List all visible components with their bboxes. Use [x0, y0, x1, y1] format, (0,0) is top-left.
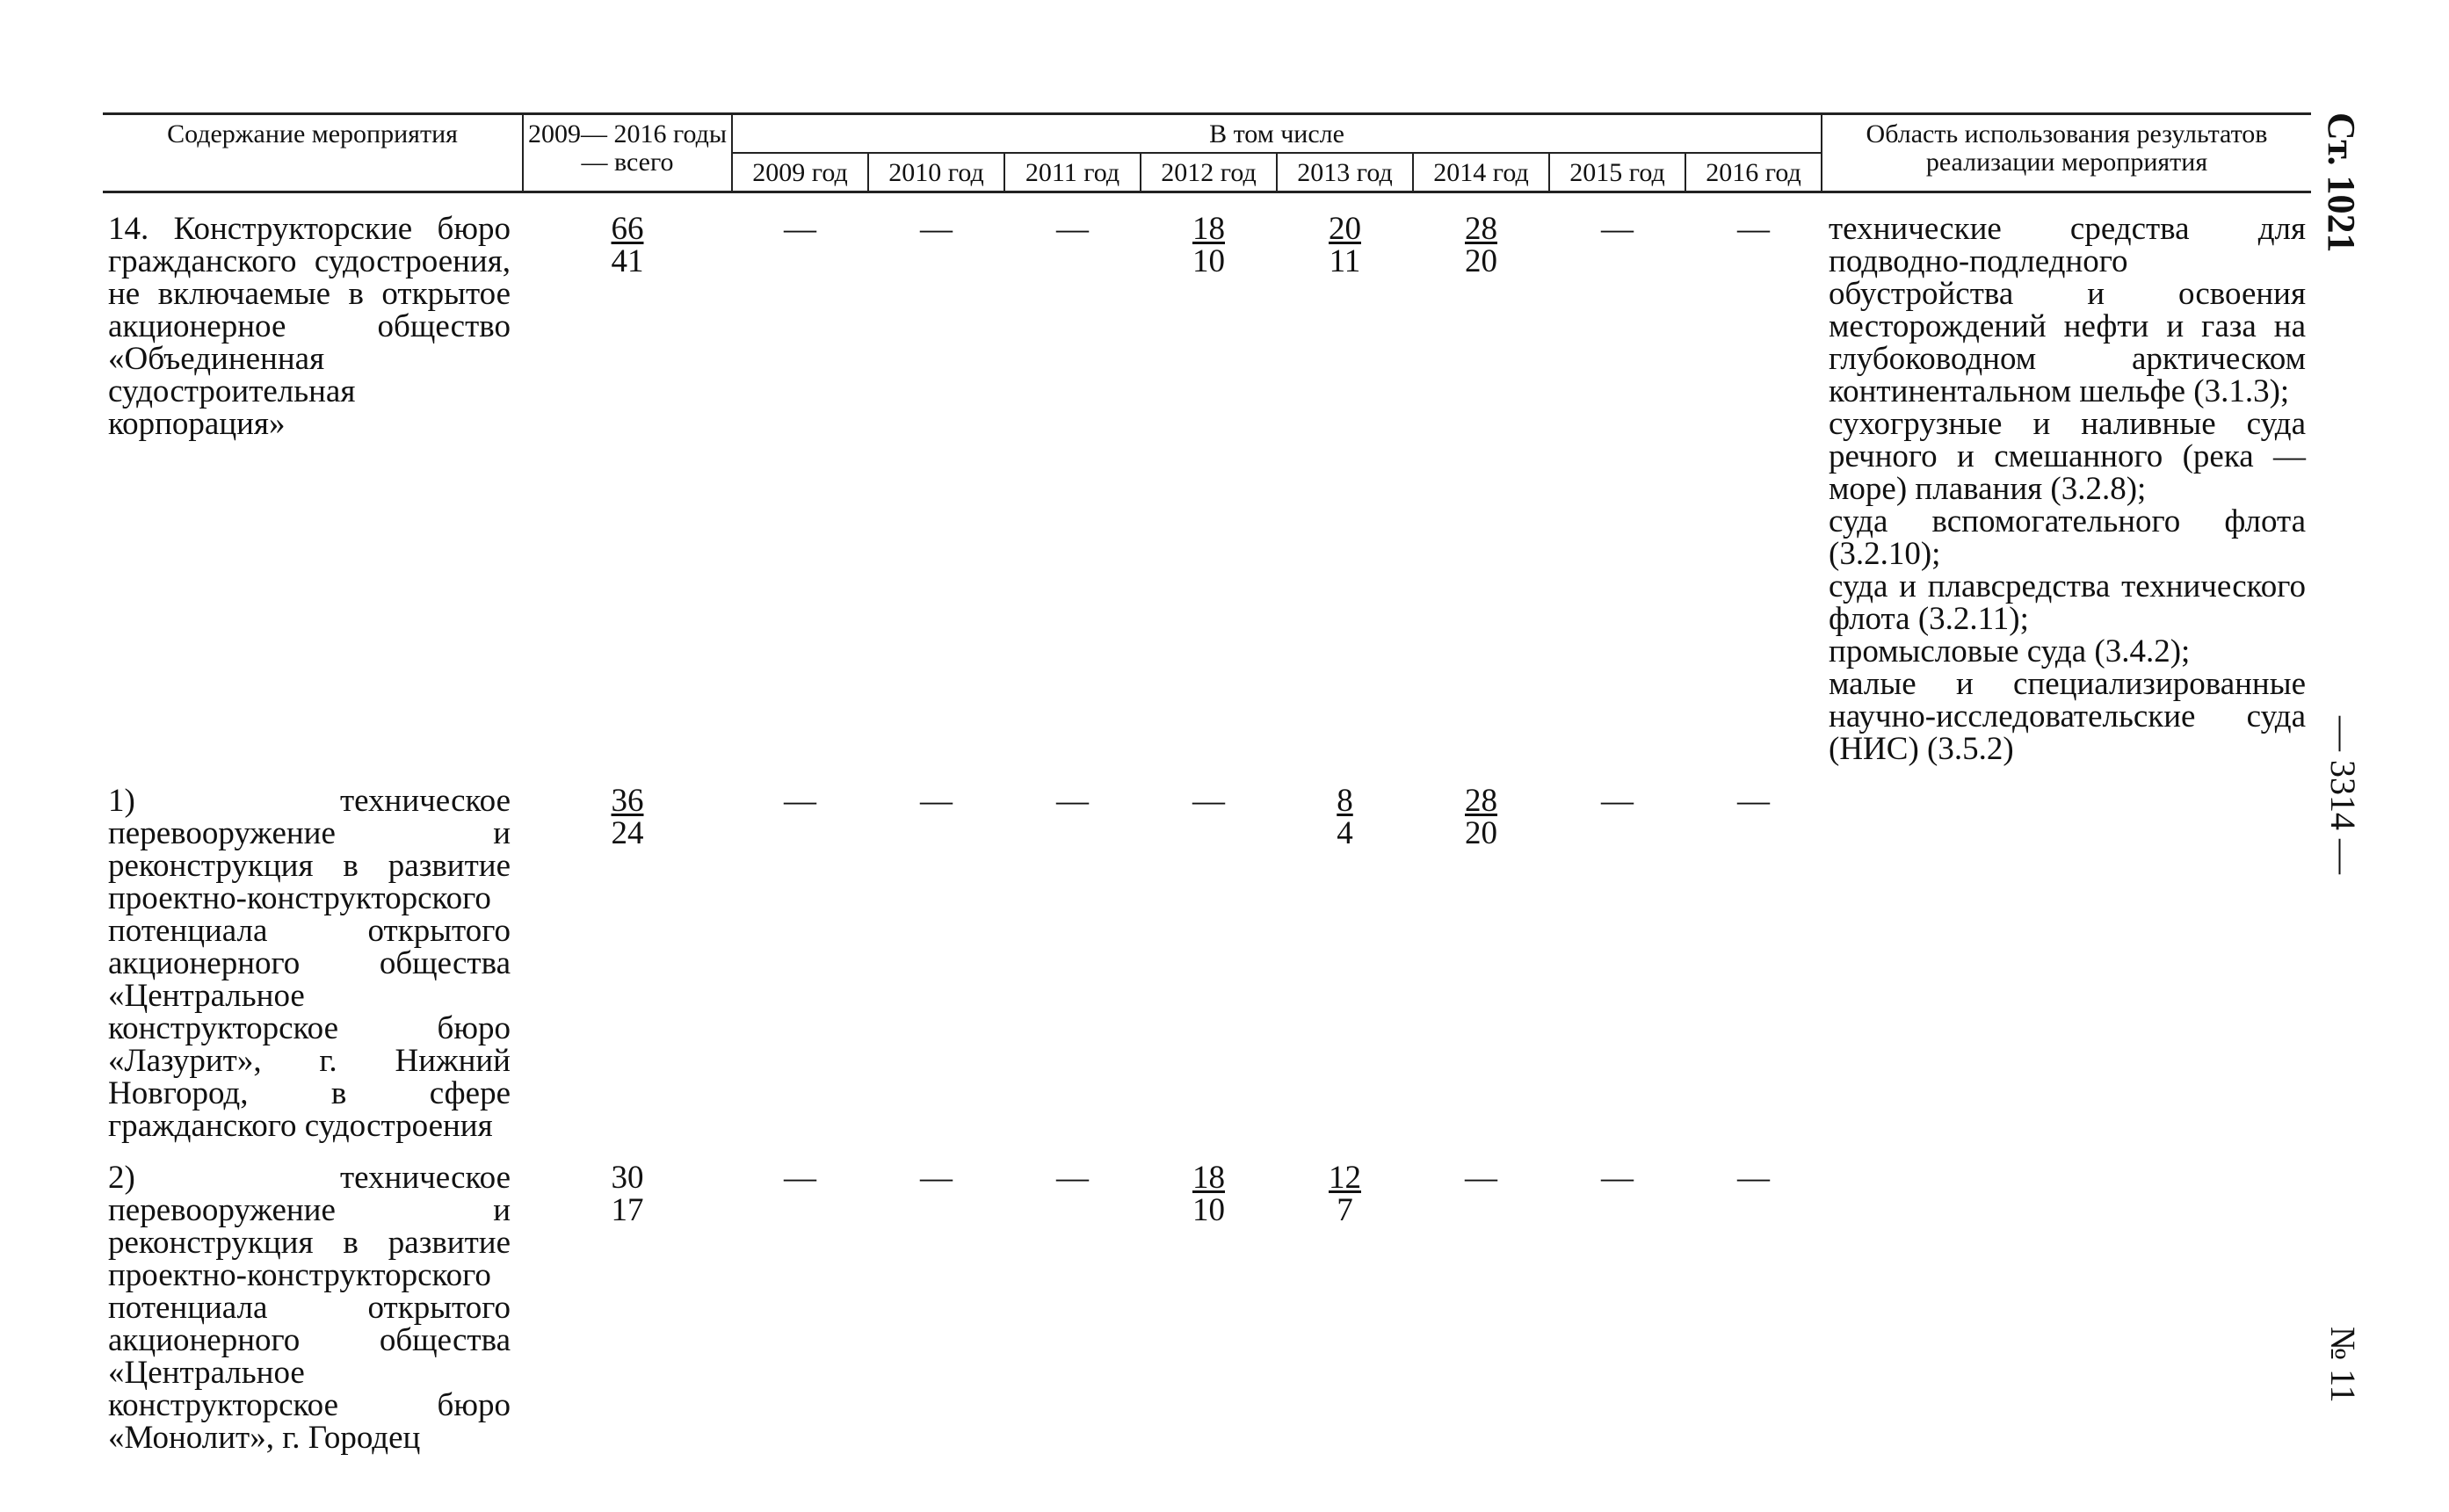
dash-mark: —: [784, 783, 816, 819]
year-empty: [1004, 213, 1141, 765]
year-empty: [868, 785, 1004, 1142]
value-top: 18: [1192, 211, 1225, 247]
value-fraction: [612, 1161, 644, 1226]
dash-mark: —: [920, 211, 953, 247]
value-bottom: 7: [1337, 1192, 1353, 1228]
header-year: 2014 год: [1413, 153, 1549, 192]
year-value: [1413, 785, 1549, 1142]
year-empty: [1685, 785, 1822, 1142]
value-bottom: 17: [611, 1192, 644, 1228]
value-top: 66: [611, 211, 644, 247]
row-description: 2) техническое перевооружение и реконструкция в развитие проектно-конструкторского потенциала открытого акционерного общества «Центральное конструкторское бюро «Монолит», г. Городец: [108, 1160, 511, 1456]
header-content: Содержание мероприятия: [103, 114, 523, 192]
dash-mark: —: [1737, 783, 1770, 819]
table-body: [103, 192, 2311, 1474]
year-value: [1141, 213, 1277, 765]
value-fraction: [612, 213, 644, 278]
year-empty: [1549, 213, 1685, 765]
year-empty: [1004, 1161, 1141, 1454]
header-year: 2009 год: [732, 153, 868, 192]
year-empty: [1413, 1161, 1549, 1454]
page-number: — 3314 —: [2323, 716, 2363, 874]
table-header: [103, 114, 2311, 192]
year-value: [1277, 213, 1413, 765]
dash-mark: —: [1737, 211, 1770, 247]
year-value: [1413, 213, 1549, 765]
value-fraction: [1465, 785, 1497, 850]
row-total: [523, 785, 732, 1142]
dash-mark: —: [1056, 1160, 1089, 1196]
row-description: 1) техническое перевооружение и реконструкция в развитие проектно-конструкторского потенциала открытого акционерного общества «Центральное конструкторское бюро «Лазурит», г. Нижний Новгород, в сфере гражданского судостроения: [108, 783, 511, 1144]
value-fraction: [1465, 213, 1497, 278]
header-year: 2013 год: [1277, 153, 1413, 192]
value-bottom: 10: [1192, 1192, 1225, 1228]
row-area: [1822, 785, 2311, 1142]
value-top: 18: [1192, 1160, 1225, 1196]
table-row: [103, 785, 2311, 1142]
header-year: 2012 год: [1141, 153, 1277, 192]
dash-mark: —: [1601, 211, 1634, 247]
value-bottom: 11: [1329, 243, 1361, 279]
dash-mark: —: [1056, 783, 1089, 819]
year-empty: [732, 1161, 868, 1454]
row-total: [523, 1161, 732, 1454]
dash-mark: —: [920, 1160, 953, 1196]
value-bottom: 24: [611, 815, 644, 851]
year-value: [1277, 785, 1413, 1142]
header-area: Область использования результатов реализации мероприятия: [1822, 114, 2311, 192]
table-row: [103, 213, 2311, 765]
value-top: 28: [1465, 783, 1497, 819]
value-top: 36: [611, 783, 644, 819]
header-year: 2010 год: [868, 153, 1004, 192]
value-fraction: [1329, 1161, 1361, 1226]
dash-mark: —: [1465, 1160, 1497, 1196]
header-year: 2016 год: [1685, 153, 1822, 192]
dash-mark: —: [784, 211, 816, 247]
row-area: [1822, 213, 2311, 765]
area-item: суда вспомогательного флота (3.2.10);: [1829, 503, 2307, 572]
value-fraction: [1329, 213, 1361, 278]
value-fraction: [1192, 1161, 1225, 1226]
header-group: В том числе: [732, 114, 1822, 154]
table-row: [103, 1161, 2311, 1454]
value-bottom: 41: [611, 243, 644, 279]
issue-number: № 11: [2323, 1327, 2363, 1403]
page-reference: Ст. 1021: [2320, 112, 2363, 253]
row-description: 14. Конструкторские бюро гражданского судостроения, не включаемые в открытое акционерное общество «Объединенная судостроительная корпорация»: [108, 211, 511, 442]
value-fraction: [1192, 213, 1225, 278]
dash-mark: —: [1601, 1160, 1634, 1196]
measures-table: [103, 112, 2311, 1473]
area-item: малые и специализированные научно-исследовательские суда (НИС) (3.5.2): [1829, 666, 2307, 767]
year-empty: [1685, 1161, 1822, 1454]
dash-mark: —: [1737, 1160, 1770, 1196]
row-total: [523, 213, 732, 765]
row-area: [1822, 1161, 2311, 1454]
year-empty: [732, 213, 868, 765]
value-fraction: [612, 785, 644, 850]
year-empty: [1549, 1161, 1685, 1454]
year-value: [1141, 1161, 1277, 1454]
value-top: 30: [611, 1160, 644, 1196]
header-year: 2011 год: [1004, 153, 1141, 192]
year-empty: [868, 213, 1004, 765]
year-empty: [1004, 785, 1141, 1142]
value-bottom: 20: [1465, 243, 1497, 279]
value-bottom: 10: [1192, 243, 1225, 279]
dash-mark: —: [1056, 211, 1089, 247]
year-empty: [868, 1161, 1004, 1454]
header-year: 2015 год: [1549, 153, 1685, 192]
dash-mark: —: [920, 783, 953, 819]
year-value: [1277, 1161, 1413, 1454]
value-bottom: 20: [1465, 815, 1497, 851]
value-top: 8: [1337, 783, 1353, 819]
value-top: 20: [1329, 211, 1361, 247]
header-total: 2009— 2016 годы — всего: [523, 114, 732, 192]
area-item: сухогрузные и наливные суда речного и смешанного (река — море) плавания (3.2.8);: [1829, 406, 2307, 507]
area-item: технические средства для подводно-подледного обустройства и освоения месторождений нефти и газа на глубоководном арктическом континентальном шельфе (3.1.3);: [1829, 211, 2307, 409]
dash-mark: —: [1192, 783, 1225, 819]
dash-mark: —: [784, 1160, 816, 1196]
area-item: промысловые суда (3.4.2);: [1829, 633, 2191, 669]
dash-mark: —: [1601, 783, 1634, 819]
value-fraction: [1337, 785, 1353, 850]
year-empty: [1549, 785, 1685, 1142]
value-bottom: 4: [1337, 815, 1353, 851]
year-empty: [732, 785, 868, 1142]
year-empty: [1141, 785, 1277, 1142]
value-top: 12: [1329, 1160, 1361, 1196]
value-top: 28: [1465, 211, 1497, 247]
area-item: суда и плавсредства технического флота (3.2.11);: [1829, 568, 2307, 637]
year-empty: [1685, 213, 1822, 765]
